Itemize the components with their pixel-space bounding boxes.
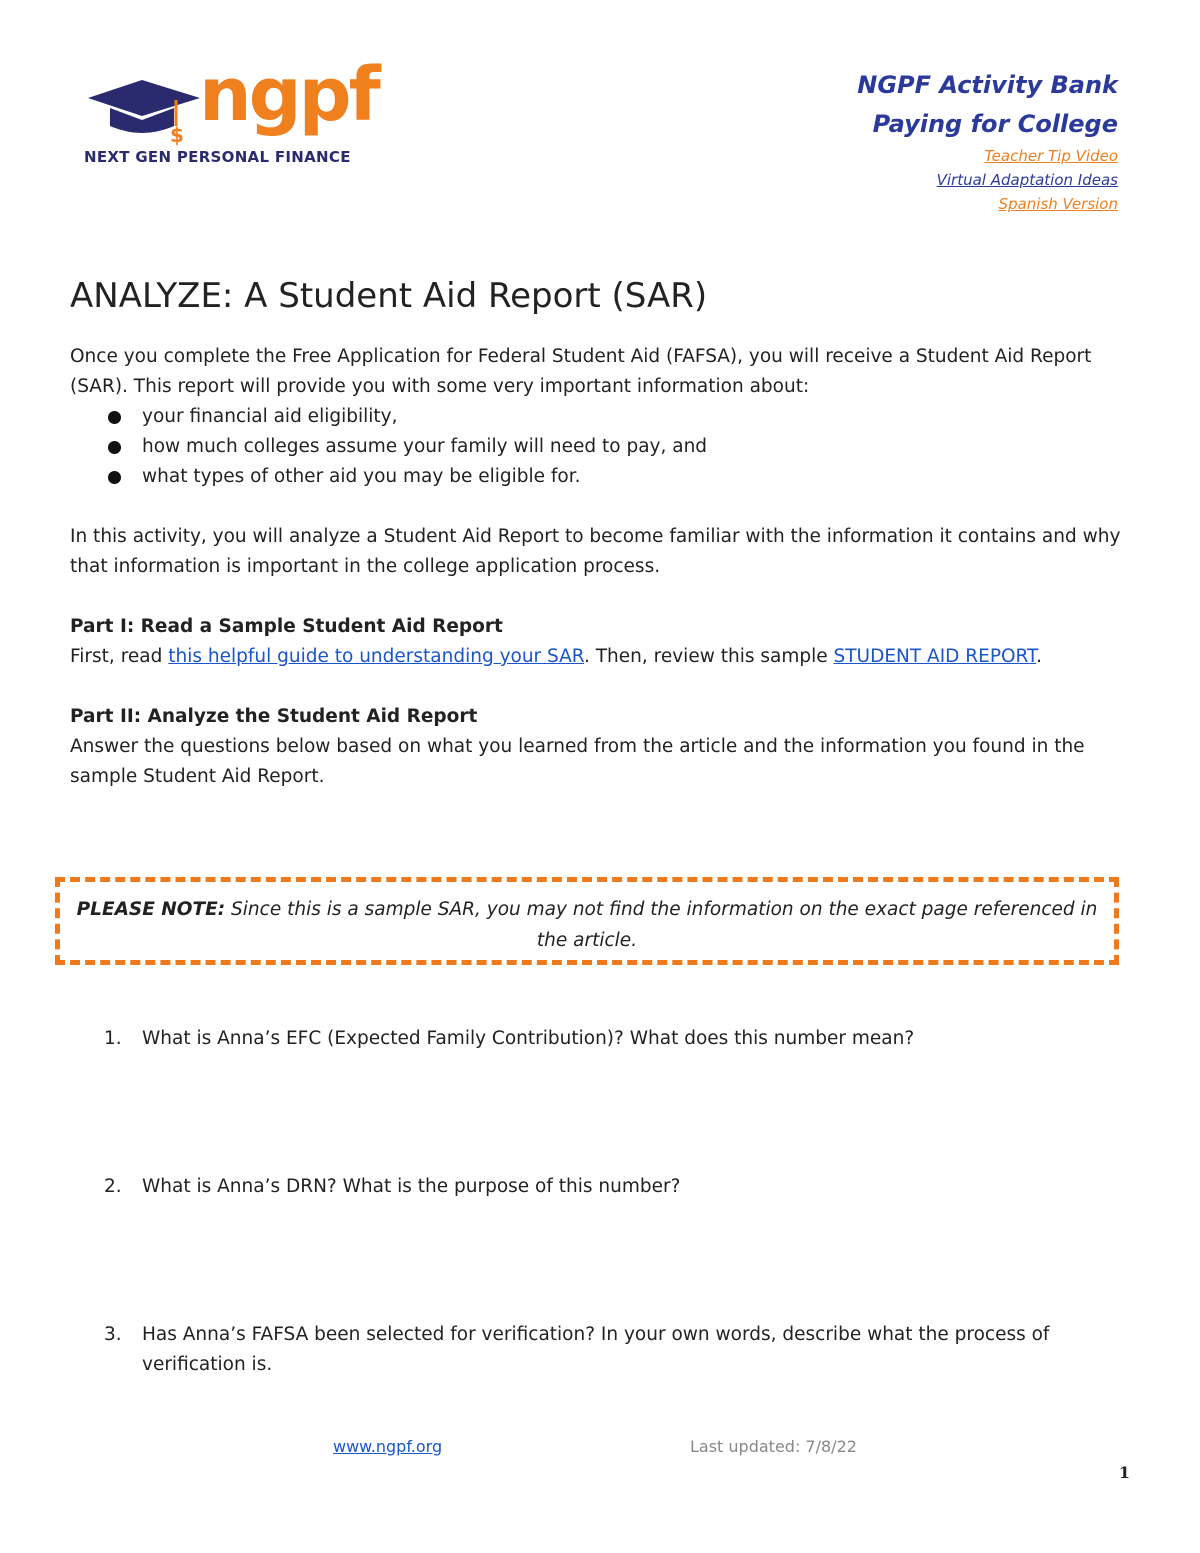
question-item: 3. Has Anna’s FAFSA been selected for verification? In your own words, describe what the process of verification is.	[104, 1324, 1050, 1375]
part2-paragraph: Answer the questions below based on what you learned from the article and the information you found in the sample Student Aid Report.	[70, 736, 1085, 787]
spanish-version-link[interactable]: Spanish Version	[998, 195, 1118, 213]
logo-wordmark: ngpf	[199, 52, 378, 138]
part1-paragraph: First, read this helpful guide to understanding your SAR. Then, review this sample STUDENT AID REPORT.	[70, 646, 1043, 667]
document-body	[70, 272, 1130, 792]
header-activity-info	[857, 66, 1118, 216]
part2-heading: Part II: Analyze the Student Aid Report	[70, 706, 478, 727]
bullet-icon	[108, 411, 121, 424]
intro-paragraph: Once you complete the Free Application for Federal Student Aid (FAFSA), you will receive a Student Aid Report (SAR). This report will provide you with some very important information about:	[70, 346, 1092, 397]
question-item: 1. What is Anna’s EFC (Expected Family Contribution)? What does this number mean?	[104, 1028, 915, 1049]
question-list	[104, 1024, 1084, 1380]
bullet-icon	[108, 441, 121, 454]
list-item: how much colleges assume your family will need to pay, and	[106, 432, 1130, 462]
page-number: 1	[1118, 1463, 1130, 1482]
svg-text:$: $	[170, 123, 184, 146]
activity-bank-title: NGPF Activity Bank	[857, 71, 1118, 99]
question-text: Has Anna’s FAFSA been selected for verification? In your own words, describe what the process of verification is.	[142, 1324, 1050, 1375]
note-label: PLEASE NOTE:	[76, 899, 226, 920]
question-item: 2. What is Anna’s DRN? What is the purpose of this number?	[104, 1176, 681, 1197]
question-text: What is Anna’s DRN? What is the purpose of this number?	[142, 1176, 681, 1197]
question-text: What is Anna’s EFC (Expected Family Contribution)? What does this number mean?	[142, 1028, 915, 1049]
logo-tagline: NEXT GEN PERSONAL FINANCE	[84, 148, 351, 166]
part1-heading: Part I: Read a Sample Student Aid Report	[70, 616, 503, 637]
student-aid-report-link[interactable]: STUDENT AID REPORT	[833, 646, 1037, 667]
activity-paragraph: In this activity, you will analyze a Student Aid Report to become familiar with the information it contains and why that information is important in the college application process.	[70, 526, 1121, 577]
note-text: Since this is a sample SAR, you may not find the information on the exact page referenced in the article.	[225, 899, 1098, 951]
ngpf-logo	[84, 52, 384, 172]
unit-title: Paying for College	[872, 110, 1118, 138]
graduation-cap-icon	[84, 76, 204, 146]
list-item: your financial aid eligibility,	[106, 402, 1130, 432]
teacher-tip-video-link[interactable]: Teacher Tip Video	[984, 147, 1118, 165]
bullet-icon	[108, 471, 121, 484]
last-updated: Last updated: 7/8/22	[690, 1437, 857, 1456]
intro-bullet-list	[70, 402, 1130, 492]
footer-website-link[interactable]: www.ngpf.org	[333, 1437, 443, 1456]
page-title: ANALYZE: A Student Aid Report (SAR)	[70, 276, 708, 316]
list-item: what types of other aid you may be eligible for.	[106, 462, 1130, 492]
sar-guide-link[interactable]: this helpful guide to understanding your SAR	[168, 646, 584, 667]
please-note-box	[55, 877, 1119, 965]
virtual-adaptation-link[interactable]: Virtual Adaptation Ideas	[936, 171, 1118, 189]
